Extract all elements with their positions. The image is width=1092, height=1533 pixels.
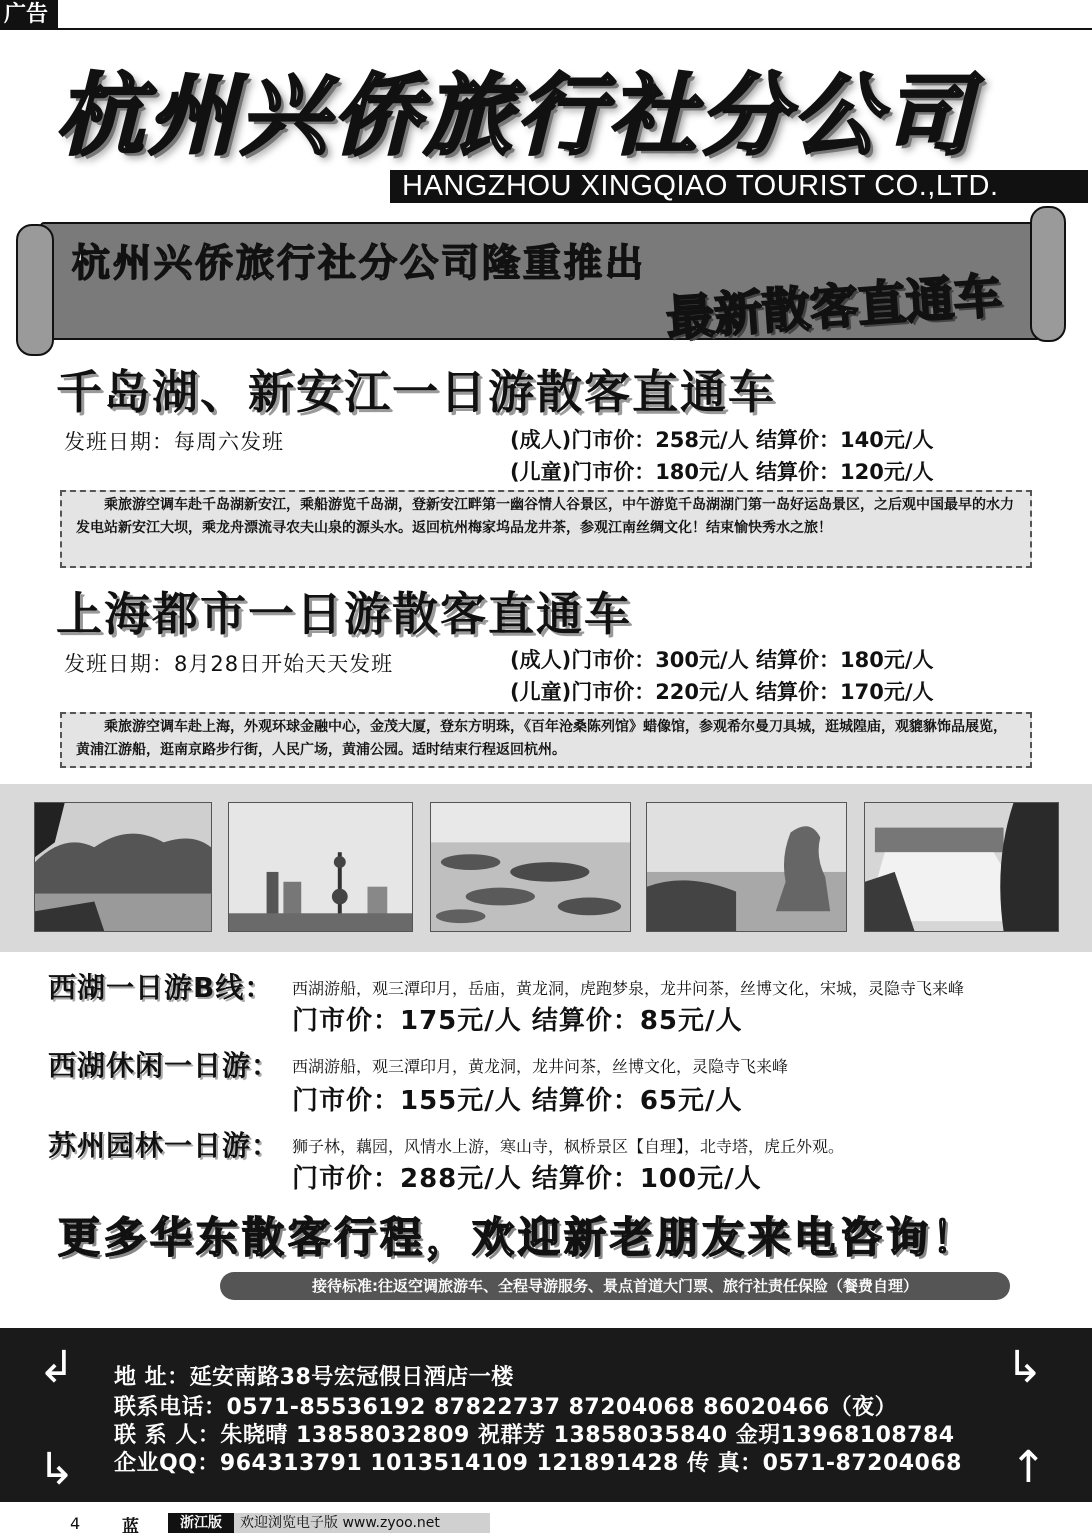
tour-items: 狮子林，藕园，风情水上游，寒山寺，枫桥景区【自理】，北寺塔，虎丘外观。 <box>292 1137 845 1156</box>
photo-thousand-islands <box>430 802 631 932</box>
company-name-en: HANGZHOU XINGQIAO TOURIST CO.,LTD. <box>390 170 1088 203</box>
tour-price: 门市价：155元/人 结算价：65元/人 <box>292 1086 743 1116</box>
arrow-down-right-icon: ↳ <box>1006 1342 1043 1393</box>
website-link[interactable]: 欢迎浏览电子版 www.zyoo.net <box>234 1513 490 1533</box>
route-child-price: (儿童)门市价：180元/人 结算价：120元/人 <box>510 460 934 484</box>
route-schedule: 发班日期：8月28日开始天天发班 <box>64 652 394 676</box>
route-title: 上海都市一日游散客直通车 <box>56 587 632 641</box>
tour-items: 西湖游船，观三潭印月，岳庙，黄龙洞，虎跑梦泉，龙井问茶，丝博文化，宋城，灵隐寺飞来峰 <box>292 979 965 998</box>
arrow-down-left-icon: ↲ <box>38 1342 75 1393</box>
contact-qq: 企业QQ：964313791 1013514109 121891428 传 真：0571-87204068 <box>114 1451 962 1476</box>
tour-items: 西湖游船，观三潭印月，黄龙洞，龙井问茶，丝博文化，灵隐寺飞来峰 <box>292 1057 789 1076</box>
arrow-return-icon: ↳ <box>38 1444 75 1495</box>
company-name-cn: 杭州兴侨旅行社分公司 <box>56 63 977 167</box>
tour-name: 西湖一日游B线： <box>48 971 274 1004</box>
route-description: 乘旅游空调车赴千岛湖新安江，乘船游览千岛湖，登新安江畔第一幽谷情人谷景区，中午游览千岛湖湖门第一岛好运岛景区，之后观中国最早的水力发电站新安江大坝，乘龙舟漂流寻农夫山泉的源头水。返回杭州梅家坞品龙井茶，参观江南丝绸文化！结束愉快秀水之旅！ <box>60 490 1032 568</box>
magazine-name: 蓝 <box>122 1517 139 1533</box>
arrow-up-icon: ↑ <box>1010 1442 1047 1493</box>
scroll-left-roll <box>16 224 54 356</box>
photo-dam <box>864 802 1059 932</box>
contact-person: 联 系 人：朱晓晴 13858032809 祝群芳 13858035840 金玥13968108784 <box>114 1423 955 1448</box>
route-schedule: 发班日期：每周六发班 <box>64 430 284 454</box>
route-title: 千岛湖、新安江一日游散客直通车 <box>56 365 776 419</box>
page-number: 4 <box>70 1514 81 1533</box>
tour-name: 苏州园林一日游： <box>48 1129 281 1162</box>
top-rule <box>58 28 1092 30</box>
slogan: 更多华东散客行程，欢迎新老朋友来电咨询！ <box>58 1213 979 1262</box>
banner-subheadline: 最新散客直通车 <box>664 267 1004 348</box>
route-child-price: (儿童)门市价：220元/人 结算价：170元/人 <box>510 680 934 704</box>
edition-badge: 浙江版 <box>168 1513 234 1533</box>
ad-tag: 广告 <box>0 0 58 30</box>
banner-headline: 杭州兴侨旅行社分公司隆重推出 <box>72 240 647 285</box>
tour-price: 门市价：288元/人 结算价：100元/人 <box>292 1164 762 1194</box>
photo-lake-mountains <box>34 802 212 932</box>
service-standard: 接待标准:往返空调旅游车、全程导游服务、景点首道大门票、旅行社责任保险（餐费自理） <box>220 1272 1010 1300</box>
route-adult-price: (成人)门市价：300元/人 结算价：180元/人 <box>510 648 934 672</box>
contact-phone: 联系电话：0571-85536192 87822737 87204068 86020466（夜） <box>114 1395 898 1420</box>
tour-name: 西湖休闲一日游： <box>48 1049 281 1082</box>
contact-address: 地 址：延安南路38号宏冠假日酒店一楼 <box>114 1365 514 1390</box>
photo-rock-island <box>646 802 847 932</box>
photo-shanghai-skyline <box>228 802 413 932</box>
route-adult-price: (成人)门市价：258元/人 结算价：140元/人 <box>510 428 934 452</box>
tour-price: 门市价：175元/人 结算价：85元/人 <box>292 1006 743 1036</box>
route-description: 乘旅游空调车赴上海，外观环球金融中心，金茂大厦，登东方明珠，《百年沧桑陈列馆》蜡像馆，参观希尔曼刀具城，逛城隍庙，观貔貅饰品展览，黄浦江游船，逛南京路步行街，人民广场，黄浦公园。适时结束行程返回杭州。 <box>60 712 1032 768</box>
